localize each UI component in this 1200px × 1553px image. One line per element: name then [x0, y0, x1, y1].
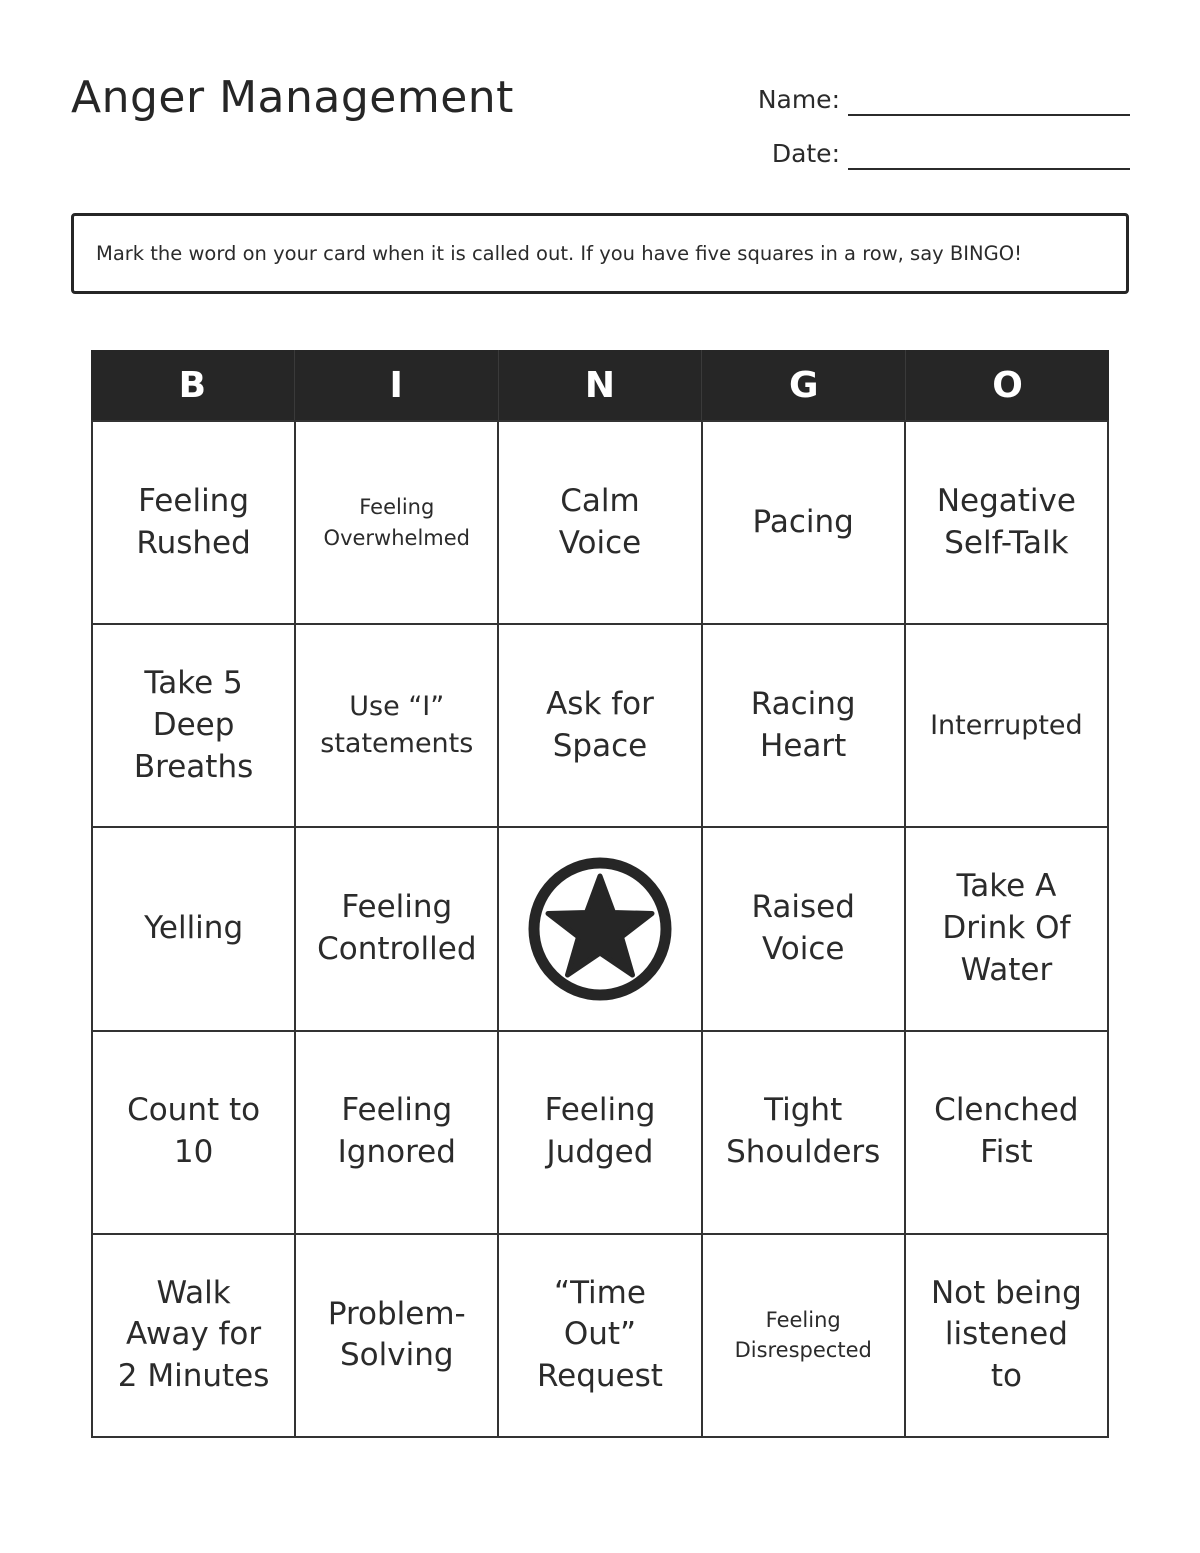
square-label: Negative Self-Talk — [936, 482, 1076, 561]
square-label: Use “I” statements — [320, 691, 474, 759]
square-label: Take 5 Deep Breaths — [133, 665, 254, 785]
date-label: Date: — [771, 139, 840, 168]
bingo-square[interactable] — [499, 1235, 702, 1438]
bingo-square[interactable] — [296, 828, 499, 1031]
bingo-square[interactable] — [499, 1032, 702, 1235]
bingo-square[interactable] — [703, 1235, 906, 1438]
bingo-square[interactable] — [906, 1032, 1109, 1235]
square-label: Racing Heart — [750, 685, 856, 764]
square-label: Ask for Space — [546, 685, 654, 764]
name-field — [758, 76, 1130, 116]
bingo-square[interactable] — [906, 625, 1109, 828]
bingo-square[interactable] — [906, 828, 1109, 1031]
name-label: Name: — [757, 85, 840, 114]
bingo-square[interactable] — [703, 422, 906, 625]
square-label: Feeling Disrespected — [734, 1307, 872, 1363]
bingo-square[interactable] — [296, 625, 499, 828]
bingo-square[interactable] — [499, 422, 702, 625]
bingo-letter-i: I — [295, 350, 499, 420]
instructions-text: Mark the word on your card when it is called out. If you have five squares in a row, say BINGO! — [96, 242, 1022, 265]
bingo-letter-o: O — [992, 364, 1023, 406]
square-label: Raised Voice — [751, 889, 855, 967]
bingo-letter-n: N — [499, 350, 703, 420]
bingo-square[interactable] — [93, 828, 296, 1031]
square-label: Interrupted — [930, 709, 1083, 741]
bingo-square[interactable] — [93, 1032, 296, 1235]
bingo-letter-b: B — [91, 350, 295, 420]
square-label: Feeling Judged — [544, 1092, 656, 1171]
bingo-square[interactable] — [906, 422, 1109, 625]
square-label: Clenched Fist — [934, 1092, 1079, 1171]
bingo-header-row — [91, 350, 1109, 420]
name-blank-line[interactable] — [848, 113, 1130, 116]
bingo-board — [91, 350, 1109, 1438]
free-space-square[interactable] — [499, 828, 702, 1031]
bingo-square[interactable] — [703, 828, 906, 1031]
square-label: Calm Voice — [558, 482, 642, 561]
square-label: Take A Drink Of Water — [942, 868, 1071, 988]
square-label: Pacing — [752, 503, 854, 540]
square-label: Yelling — [144, 910, 244, 947]
square-label: Feeling Controlled — [317, 889, 477, 967]
square-label: Count to 10 — [127, 1092, 261, 1171]
bingo-grid — [91, 420, 1109, 1438]
bingo-letter-g: G — [702, 350, 906, 420]
square-label: Feeling Rushed — [136, 482, 251, 561]
square-label: “Time Out” Request — [537, 1274, 663, 1395]
bingo-square[interactable] — [703, 1032, 906, 1235]
bingo-square[interactable] — [93, 625, 296, 828]
page-title: Anger Management — [71, 72, 514, 123]
square-label: Problem- Solving — [327, 1295, 466, 1374]
square-label: Tight Shoulders — [726, 1092, 881, 1171]
star-in-circle-icon — [525, 854, 675, 1004]
date-blank-line[interactable] — [848, 167, 1130, 170]
bingo-square[interactable] — [296, 1032, 499, 1235]
date-field — [772, 130, 1130, 170]
instructions-box — [71, 213, 1129, 294]
bingo-square[interactable] — [93, 422, 296, 625]
bingo-square[interactable] — [93, 1235, 296, 1438]
square-label: Feeling Overwhelmed — [323, 495, 471, 550]
square-label: Walk Away for 2 Minutes — [117, 1274, 270, 1395]
bingo-square[interactable] — [703, 625, 906, 828]
bingo-square[interactable] — [499, 625, 702, 828]
bingo-square[interactable] — [296, 422, 499, 625]
bingo-square[interactable] — [906, 1235, 1109, 1438]
square-label: Not being listened to — [930, 1274, 1082, 1395]
square-label: Feeling Ignored — [337, 1092, 456, 1171]
bingo-square[interactable] — [296, 1235, 499, 1438]
